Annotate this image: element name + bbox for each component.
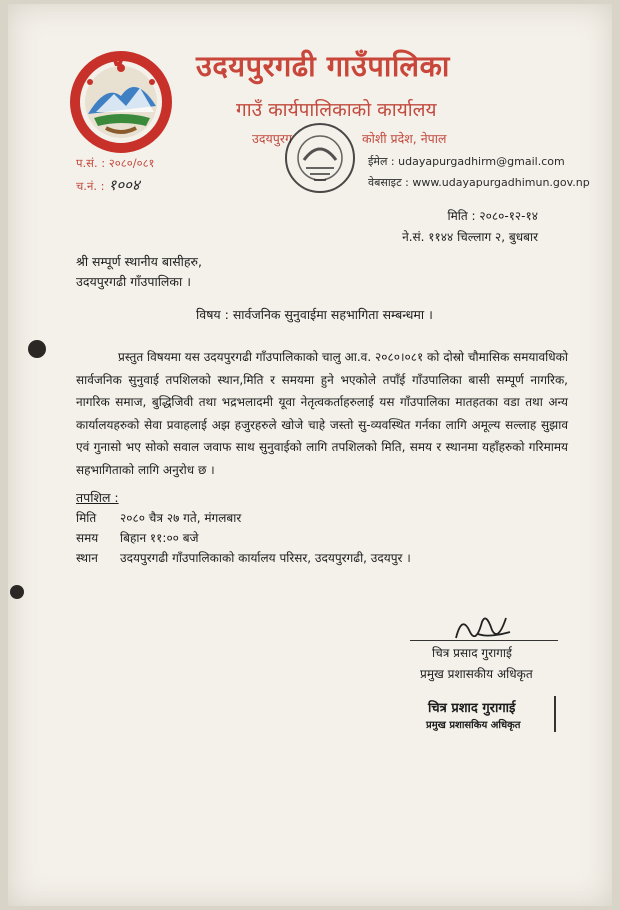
letter-body: प्रस्तुत विषयमा यस उदयपुरगढी गाँउपालिकाको चालु आ.व. २०८०।०८१ को दोस्रो चौमासिक समयावधिको सार्वजनिक सुनुवाई तपशिलको स्थान,मिति र समयमा हुने भएकोले तपाँई गाँउपालिका बासी सम्पूर्ण नागरिक, नागरिक समाज, बुद्धिजिवी तथा भद्रभलादमी यूवा नेतृत्वकर्ताहरुलाई यस गाँउपालिका मातहतका वडा तथा अन्य कार्यालयहरुको सेवा प्रवाहलाई अझ हजुरहरुले खोजे चाहे जस्तो सु-व्यवस्थित गर्नका लागि अमूल्य सल्लाह सुझाव एवं गुनासो भए सोको सवाल जवाफ साथ सुनुवाईको लागि तपशिलको मिति, समय र स्थानमा यहाँहरुको गरिमामय सहभागिताको लागि अनुरोध छ । <box>76 350 568 477</box>
patra-sankhya: प.सं. : २०८०/०८१ <box>76 156 155 170</box>
punch-hole-bottom <box>10 585 24 599</box>
stamp-bar <box>554 696 556 732</box>
nepal-sambat-date: ने.सं. ११४४ चिल्लाग २, बुधबार <box>402 230 538 244</box>
handwritten-signature-icon <box>448 608 518 648</box>
schedule-title: तपशिल : <box>76 490 119 505</box>
address-left: उदयपुरग <box>252 131 292 146</box>
schedule-row-place <box>76 549 411 566</box>
schedule-value: बिहान ११:०० बजे <box>120 531 199 545</box>
schedule-row-date <box>76 509 241 526</box>
office-website: वेबसाइट : www.udayapurgadhimun.gov.np <box>368 176 590 189</box>
signatory-title: प्रमुख प्रशासकीय अधिकृत <box>420 667 533 681</box>
address-right: कोशी प्रदेश, नेपाल <box>362 131 447 146</box>
schedule-row-time <box>76 529 199 546</box>
chalani-label: च.नं. : <box>76 179 105 193</box>
office-name: उदयपुरगढी गाउँपालिका <box>196 49 450 83</box>
office-subtitle: गाउँ कार्यपालिकाको कार्यालय <box>236 99 437 121</box>
chalani-number <box>76 175 140 195</box>
schedule-key: स्थान <box>76 551 98 565</box>
chalani-handwritten: १००४ <box>108 176 140 194</box>
letter-date: मिति : २०८०-१२-१४ <box>447 209 538 223</box>
punch-hole-top <box>28 340 46 358</box>
letter-page <box>8 4 612 906</box>
office-email: ईमेल : udayapurgadhirm@gmail.com <box>368 155 565 168</box>
signature-line <box>410 640 558 641</box>
signatory-name: चित्र प्रसाद गुरागाई <box>432 646 512 660</box>
recipient-line-2: उदयपुरगढी गाँउपालिका । <box>76 274 191 289</box>
nepal-emblem-icon <box>66 44 176 154</box>
office-round-stamp-icon <box>280 118 360 198</box>
name-stamp: चित्र प्रशाद गुरागाई <box>428 701 516 716</box>
schedule-value: २०८० चैत्र २७ गते, मंगलबार <box>120 511 242 525</box>
schedule-key: मिति <box>76 511 97 525</box>
letter-subject: विषय : सार्वजनिक सुनुवाईमा सहभागिता सम्बन्धमा । <box>196 307 433 322</box>
schedule-key: समय <box>76 531 99 545</box>
schedule-value: उदयपुरगढी गाँउपालिकाको कार्यालय परिसर, उदयपुरगढी, उदयपुर । <box>120 551 411 565</box>
recipient-line-1: श्री सम्पूर्ण स्थानीय बासीहरु, <box>76 254 202 269</box>
title-stamp: प्रमुख प्रशासकिय अधिकृत <box>426 720 521 731</box>
